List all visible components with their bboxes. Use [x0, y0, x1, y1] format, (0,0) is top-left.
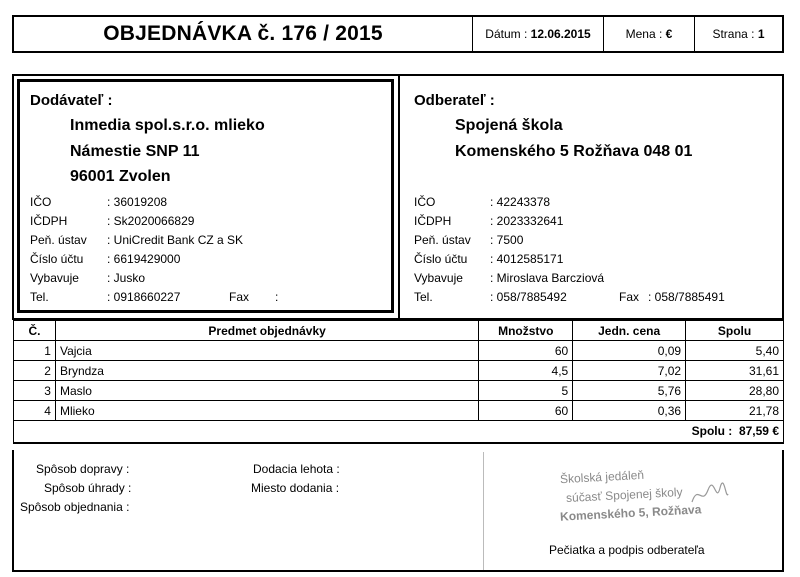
payment-label: Spôsob úhrady :	[44, 481, 132, 495]
row-unit-price: 5,76	[573, 381, 686, 401]
row-unit-price: 7,02	[573, 361, 686, 381]
col-unit-price: Jedn. cena	[573, 321, 686, 341]
row-qty: 5	[479, 381, 573, 401]
sum-cell	[14, 421, 784, 443]
footer-divider	[483, 452, 484, 570]
supplier-account-label: Číslo účtu	[30, 252, 84, 266]
signature-caption: Pečiatka a podpis odberateľa	[549, 543, 705, 557]
row-qty: 60	[479, 341, 573, 361]
delivery-deadline-label: Dodacia lehota :	[253, 462, 340, 476]
table-row	[14, 401, 784, 421]
table-row	[14, 361, 784, 381]
signature-scribble-icon	[690, 480, 730, 510]
supplier-ico-value: : 36019208	[107, 195, 168, 209]
supplier-contact-value: : Jusko	[107, 271, 146, 285]
row-unit-price: 0,36	[573, 401, 686, 421]
row-no: 1	[14, 341, 56, 361]
supplier-ico-label: IČO	[30, 195, 52, 209]
stamp-line: Školská jedáleň	[559, 467, 645, 487]
supplier-heading: Dodávateľ :	[30, 92, 113, 109]
row-no: 3	[14, 381, 56, 401]
supplier-contact-label: Vybavuje	[30, 271, 79, 285]
customer-account-label: Číslo účtu	[414, 252, 468, 266]
sum-row	[14, 421, 784, 443]
supplier-icdph-label: IČDPH	[30, 214, 68, 228]
supplier-fax-value: :	[275, 290, 279, 304]
customer-bank-label: Peň. ústav	[414, 233, 471, 247]
order-header	[12, 15, 784, 53]
items-header-row	[14, 321, 784, 341]
customer-heading: Odberateľ :	[414, 92, 495, 109]
row-item: Mlieko	[55, 401, 478, 421]
customer-contact-label: Vybavuje	[414, 271, 463, 285]
date-field	[473, 17, 603, 51]
customer-fax-value: : 058/7885491	[648, 290, 725, 304]
supplier-bank-label: Peň. ústav	[30, 233, 87, 247]
supplier-account-value: : 6619429000	[107, 252, 181, 266]
col-no: Č.	[14, 321, 56, 341]
delivery-place-label: Miesto dodania :	[251, 481, 340, 495]
supplier-city: 96001 Zvolen	[70, 168, 171, 185]
row-item: Vajcia	[55, 341, 478, 361]
currency-label: Mena :	[625, 27, 663, 41]
sum-label: Spolu :	[691, 424, 733, 439]
customer-bank-value: : 7500	[490, 233, 524, 247]
page-label: Strana :	[712, 27, 755, 41]
table-row	[14, 381, 784, 401]
supplier-name: Inmedia spol.s.r.o. mlieko	[70, 117, 265, 134]
supplier-fax-label: Fax	[229, 290, 250, 304]
supplier-street: Námestie SNP 11	[70, 143, 200, 160]
order-title: OBJEDNÁVKA č. 176 / 2015	[103, 22, 383, 45]
col-qty: Množstvo	[479, 321, 573, 341]
row-total: 28,80	[686, 381, 784, 401]
col-item: Predmet objednávky	[55, 321, 478, 341]
row-unit-price: 0,09	[573, 341, 686, 361]
row-total: 5,40	[686, 341, 784, 361]
customer-ico-label: IČO	[414, 195, 436, 209]
customer-tel-label: Tel.	[414, 290, 433, 304]
currency-value: €	[665, 27, 673, 41]
customer-fax-label: Fax	[619, 290, 640, 304]
row-item: Bryndza	[55, 361, 478, 381]
supplier-tel-value: : 0918660227	[107, 290, 181, 304]
order-method-label: Spôsob objednania :	[20, 500, 130, 514]
row-total: 21,78	[686, 401, 784, 421]
row-no: 2	[14, 361, 56, 381]
page-value: 1	[757, 27, 765, 41]
customer-ico-value: : 42243378	[490, 195, 551, 209]
row-total: 31,61	[686, 361, 784, 381]
parties-divider	[398, 74, 400, 320]
table-row	[14, 341, 784, 361]
customer-icdph-value: : 2023332641	[490, 214, 564, 228]
customer-icdph-label: IČDPH	[414, 214, 452, 228]
items-table	[13, 320, 784, 444]
supplier-icdph-value: : Sk2020066829	[107, 214, 195, 228]
page-field	[695, 17, 782, 51]
customer-address: Komenského 5 Rožňava 048 01	[455, 143, 693, 160]
customer-name: Spojená škola	[455, 117, 563, 134]
row-no: 4	[14, 401, 56, 421]
date-label: Dátum :	[485, 27, 528, 41]
stamp-line: Komenského 5, Rožňava	[559, 502, 702, 524]
customer-contact-value: : Miroslava Barcziová	[490, 271, 605, 285]
stamp-line: súčasť Spojenej školy	[565, 484, 683, 506]
customer-account-value: : 4012585171	[490, 252, 564, 266]
supplier-bank-value: : UniCredit Bank CZ a SK	[107, 233, 244, 247]
supplier-tel-label: Tel.	[30, 290, 49, 304]
sum-value: 87,59 €	[738, 424, 779, 439]
customer-tel-value: : 058/7885492	[490, 290, 567, 304]
row-item: Maslo	[55, 381, 478, 401]
col-total: Spolu	[686, 321, 784, 341]
currency-field	[604, 17, 694, 51]
row-qty: 60	[479, 401, 573, 421]
transport-label: Spôsob dopravy :	[36, 462, 130, 476]
row-qty: 4,5	[479, 361, 573, 381]
date-value: 12.06.2015	[530, 27, 591, 41]
